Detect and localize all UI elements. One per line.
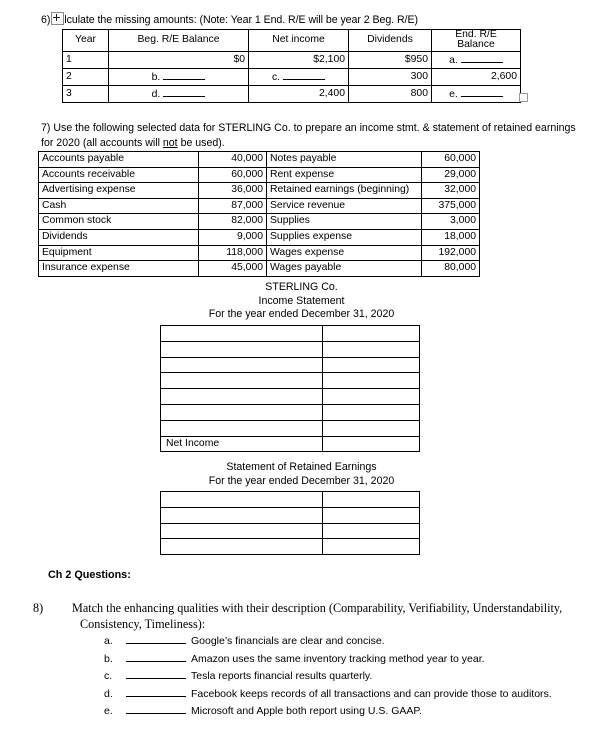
answer-blank-line[interactable] — [163, 71, 205, 80]
table-row[interactable] — [161, 404, 420, 420]
question-7-prompt-emphasis: not — [162, 136, 178, 149]
question-6-number: 6) — [41, 14, 51, 26]
retained-earnings-line-amount[interactable] — [323, 523, 420, 539]
answer-blank-line[interactable] — [461, 54, 503, 63]
answer-blank-line[interactable] — [283, 71, 325, 80]
item-letter-c: c. — [104, 670, 113, 682]
list-item — [104, 687, 552, 705]
account-name-left: Advertising expense — [39, 183, 199, 199]
table-row — [63, 51, 521, 68]
account-name-left: Accounts receivable — [39, 167, 199, 183]
income-statement-period: For the year ended December 31, 2020 — [208, 308, 395, 321]
account-amount-right: 3,000 — [422, 214, 480, 230]
table-resize-handle-icon[interactable] — [519, 93, 528, 102]
retained-earnings-line-label[interactable] — [161, 507, 323, 523]
income-statement-line-amount[interactable] — [323, 326, 420, 342]
cell-year-2: 2 — [63, 68, 109, 85]
column-header-year: Year — [63, 30, 109, 52]
cell-net-income-2-answer-blank[interactable] — [249, 68, 349, 85]
account-amount-left: 87,000 — [199, 198, 267, 214]
income-statement-line-amount[interactable] — [323, 357, 420, 373]
account-amount-right: 32,000 — [422, 183, 480, 199]
answer-letter-b: b. — [151, 71, 161, 83]
column-header-end-re: End. R/E Balance — [432, 30, 521, 52]
answer-letter-d: d. — [151, 88, 161, 100]
account-name-right: Service revenue — [267, 198, 422, 214]
account-amount-left: 36,000 — [199, 183, 267, 199]
retained-earnings-line-label[interactable] — [161, 492, 323, 508]
column-header-beg-re: Beg. R/E Balance — [109, 30, 249, 52]
cell-end-re-1-answer-blank[interactable] — [432, 51, 521, 68]
item-description-a: Google’s financials are clear and concise. — [191, 635, 385, 647]
account-amount-left: 60,000 — [199, 167, 267, 183]
table-row[interactable] — [161, 507, 420, 523]
list-item — [104, 669, 552, 687]
income-statement-line-amount[interactable] — [323, 341, 420, 357]
answer-blank-line-b[interactable] — [126, 652, 186, 662]
account-amount-right: 375,000 — [422, 198, 480, 214]
column-header-net-income: Net income — [249, 30, 349, 52]
retained-earnings-line-label[interactable] — [161, 523, 323, 539]
question-7-number: 7) — [41, 122, 51, 134]
question-7-prompt-text-part1: Use the following selected data for STERLING Co. to prepare an income stmt. & statement of retained earnings for 2020 (all accounts will — [41, 122, 576, 149]
question-6-prompt-text: lculate the missing amounts: (Note: Year 1 End. R/E will be year 2 Beg. R/E) — [64, 14, 418, 26]
income-statement-line-amount[interactable] — [323, 420, 420, 436]
chapter-2-heading: Ch 2 Questions: — [48, 569, 131, 581]
table-row — [39, 198, 480, 214]
net-income-label: Net Income — [161, 436, 323, 452]
account-name-left: Accounts payable — [39, 152, 199, 168]
account-name-right: Supplies expense — [267, 229, 422, 245]
answer-letter-c: c. — [271, 71, 281, 83]
retained-earnings-table — [160, 491, 420, 555]
cell-beg-re-2-answer-blank[interactable] — [109, 68, 249, 85]
table-row-net-income[interactable] — [161, 436, 420, 452]
account-name-right: Supplies — [267, 214, 422, 230]
table-row — [39, 229, 480, 245]
table-row — [63, 68, 521, 85]
question-8-answer-list — [104, 634, 552, 722]
table-row — [39, 261, 480, 277]
account-amount-right: 80,000 — [422, 261, 480, 277]
cell-beg-re-3-answer-blank[interactable] — [109, 85, 249, 102]
column-header-dividends: Dividends — [349, 30, 432, 52]
cell-year-1: 1 — [63, 51, 109, 68]
account-amount-right: 60,000 — [422, 152, 480, 168]
retained-earnings-title: Statement of Retained Earnings — [226, 461, 377, 473]
table-row[interactable] — [161, 326, 420, 342]
income-statement-heading — [0, 281, 603, 322]
question-7-prompt — [41, 121, 589, 150]
table-row[interactable] — [161, 373, 420, 389]
item-letter-a: a. — [104, 635, 113, 647]
item-description-e: Microsoft and Apple both report using U.S. GAAP. — [191, 705, 422, 717]
account-name-left: Common stock — [39, 214, 199, 230]
cell-net-income-3: 2,400 — [249, 85, 349, 102]
item-description-d: Facebook keeps records of all transactions and can provide those to auditors. — [191, 687, 552, 700]
account-name-left: Cash — [39, 198, 199, 214]
cell-year-3: 3 — [63, 85, 109, 102]
income-statement-line-label[interactable] — [161, 326, 323, 342]
answer-letter-a: a. — [449, 54, 458, 66]
item-description-c: Tesla reports financial results quarterly. — [191, 670, 373, 682]
income-statement-table — [160, 325, 420, 452]
account-amount-left: 40,000 — [199, 152, 267, 168]
account-amount-left: 45,000 — [199, 261, 267, 277]
item-letter-b: b. — [104, 652, 113, 665]
account-name-left: Dividends — [39, 229, 199, 245]
income-statement-line-label[interactable] — [161, 341, 323, 357]
income-statement-company: STERLING Co. — [265, 281, 338, 293]
account-name-left: Equipment — [39, 245, 199, 261]
question-8-prompt — [33, 601, 593, 632]
account-name-right: Rent expense — [267, 167, 422, 183]
question-8-number: 8) — [33, 601, 44, 615]
table-move-handle-icon[interactable] — [51, 12, 64, 25]
retained-earnings-heading — [0, 461, 603, 488]
retained-earnings-line-amount[interactable] — [323, 492, 420, 508]
list-item — [104, 634, 552, 652]
retained-earnings-line-amount[interactable] — [323, 507, 420, 523]
item-letter-e: e. — [104, 705, 113, 717]
table-row[interactable] — [161, 389, 420, 405]
income-statement-line-label[interactable] — [161, 420, 323, 436]
retained-earnings-period: For the year ended December 31, 2020 — [208, 474, 395, 487]
cell-dividends-2: 300 — [349, 68, 432, 85]
table-row[interactable] — [161, 539, 420, 555]
table-header-row — [63, 30, 521, 52]
answer-letter-e: e. — [449, 88, 458, 100]
income-statement-line-label[interactable] — [161, 373, 323, 389]
item-letter-d: d. — [104, 687, 113, 700]
account-amount-right: 29,000 — [422, 167, 480, 183]
cell-net-income-1: $2,100 — [249, 51, 349, 68]
table-row — [39, 183, 480, 199]
answer-blank-line[interactable] — [163, 88, 205, 97]
cell-dividends-1: $950 — [349, 51, 432, 68]
cell-dividends-3: 800 — [349, 85, 432, 102]
answer-blank-line-c[interactable] — [126, 669, 186, 679]
selected-accounts-table — [38, 151, 480, 277]
table-row[interactable] — [161, 523, 420, 539]
table-row — [39, 245, 480, 261]
answer-blank-line-e[interactable] — [126, 704, 186, 714]
income-statement-line-amount[interactable] — [323, 404, 420, 420]
income-statement-line-label[interactable] — [161, 404, 323, 420]
list-item — [104, 652, 552, 670]
income-statement-title: Income Statement — [258, 294, 345, 307]
account-amount-right: 18,000 — [422, 229, 480, 245]
item-description-b: Amazon uses the same inventory tracking method year to year. — [191, 652, 485, 665]
income-statement-line-label[interactable] — [161, 389, 323, 405]
account-amount-right: 192,000 — [422, 245, 480, 261]
income-statement-line-amount[interactable] — [323, 373, 420, 389]
table-row — [39, 167, 480, 183]
net-income-amount[interactable] — [323, 436, 420, 452]
account-name-right: Notes payable — [267, 152, 422, 168]
answer-blank-line-a[interactable] — [126, 634, 186, 644]
answer-blank-line-d[interactable] — [126, 687, 186, 697]
income-statement-line-amount[interactable] — [323, 389, 420, 405]
income-statement-line-label[interactable] — [161, 357, 323, 373]
cell-beg-re-1: $0 — [109, 51, 249, 68]
table-row[interactable] — [161, 420, 420, 436]
cell-end-re-2: 2,600 — [432, 68, 521, 85]
account-amount-left: 82,000 — [199, 214, 267, 230]
question-6-prompt — [41, 12, 418, 26]
account-name-right: Wages payable — [267, 261, 422, 277]
missing-amounts-table — [62, 29, 521, 103]
table-row — [39, 152, 480, 168]
retained-earnings-line-label[interactable] — [161, 539, 323, 555]
cell-end-re-3-answer-blank[interactable] — [432, 85, 521, 102]
retained-earnings-line-amount[interactable] — [323, 539, 420, 555]
account-amount-left: 9,000 — [199, 229, 267, 245]
list-item — [104, 704, 552, 722]
account-name-right: Retained earnings (beginning) — [267, 183, 422, 199]
question-8-prompt-text: Match the enhancing qualities with their description (Comparability, Verifiability, Understandability, Consistency, Timeliness): — [72, 601, 563, 631]
table-row[interactable] — [161, 357, 420, 373]
answer-blank-line[interactable] — [461, 88, 503, 97]
account-name-left: Insurance expense — [39, 261, 199, 277]
table-row[interactable] — [161, 492, 420, 508]
table-row — [39, 214, 480, 230]
account-amount-left: 118,000 — [199, 245, 267, 261]
account-name-right: Wages expense — [267, 245, 422, 261]
question-7-prompt-text-part2: be used). — [177, 136, 225, 149]
table-row[interactable] — [161, 341, 420, 357]
table-row — [63, 85, 521, 102]
